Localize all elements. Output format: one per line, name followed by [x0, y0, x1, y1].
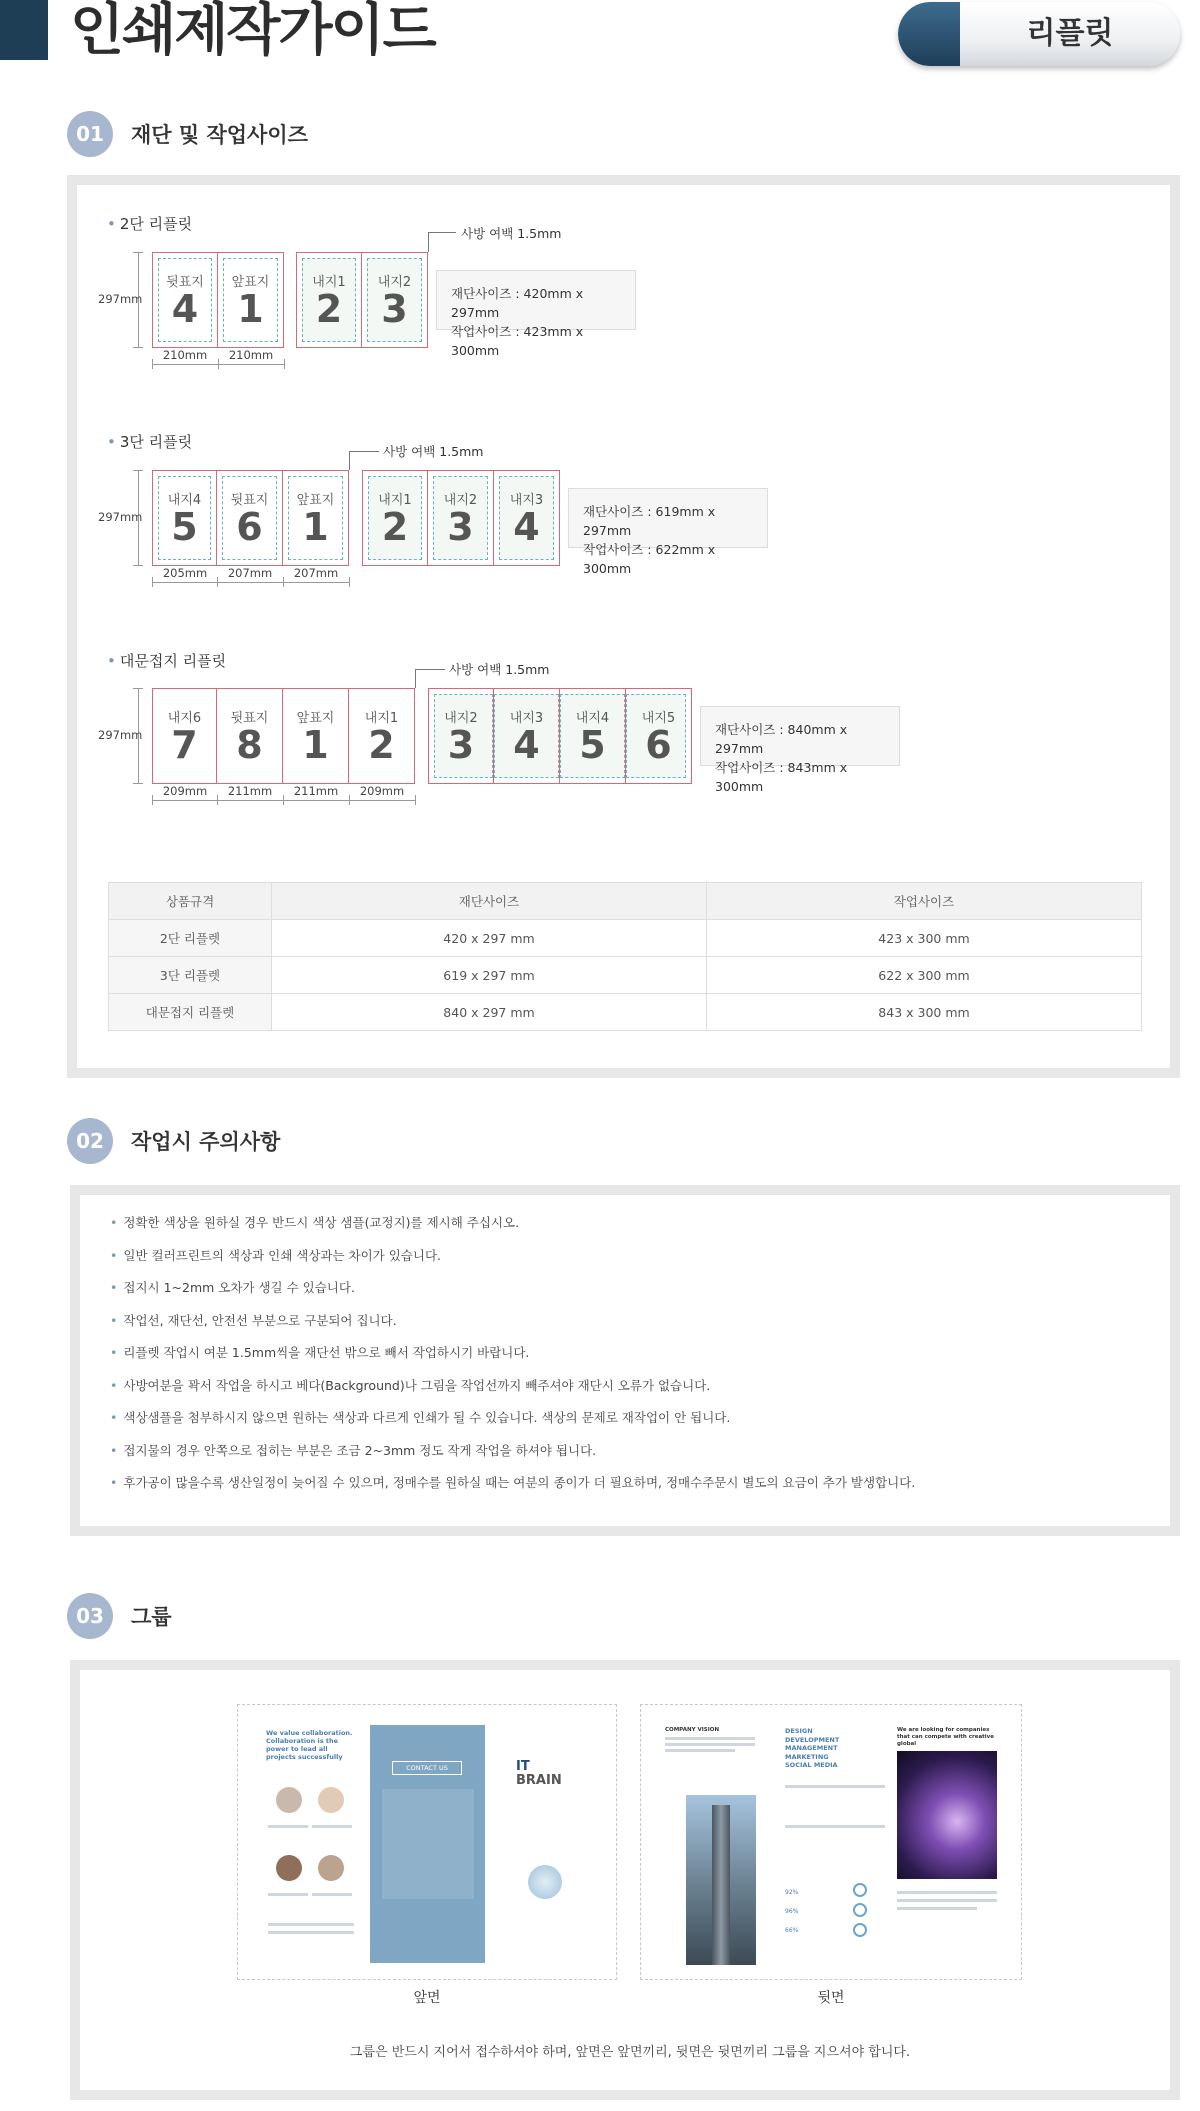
text-placeholder [785, 1785, 885, 1788]
section-header-02 [67, 1117, 280, 1165]
leaflet-panel: 내지6 7 [152, 688, 217, 784]
dimension-tick [133, 565, 143, 566]
back-left-title: COMPANY VISION [665, 1727, 720, 1733]
dimension-tick [133, 470, 143, 471]
width-label: 210mm [228, 348, 274, 362]
bullet-icon: • [110, 1215, 118, 1230]
column-header: 작업사이즈 [707, 883, 1142, 920]
dimension-tick [284, 359, 285, 369]
text-placeholder [665, 1743, 755, 1746]
text-placeholder [897, 1907, 977, 1910]
dimension-tick [133, 252, 143, 253]
width-label: 207mm [227, 566, 273, 580]
list-item: • 일반 컬러프린트의 색상과 인쇄 색상과는 차이가 있습니다. [110, 1247, 441, 1263]
table-cell: 619 x 297 mm [272, 957, 707, 994]
text-placeholder [897, 1899, 997, 1902]
bullet-icon: • [110, 1312, 118, 1328]
size-info-box [700, 706, 900, 794]
table-cell: 2단 리플렛 [109, 920, 272, 957]
table-cell: 대문접지 리플렛 [109, 994, 272, 1031]
leaflet-panel: 내지1 2 [349, 688, 415, 784]
margin-label: 사방 여백 1.5mm [449, 662, 550, 677]
product-tab-label: 리플릿 [1026, 16, 1114, 51]
leaflet-panel: 내지3 4 [494, 470, 560, 566]
width-label: 210mm [162, 348, 208, 362]
dimension-tick [152, 577, 153, 587]
leaflet-panel: 내지2 3 [428, 688, 494, 784]
diagram-title: • 3단 리플릿 [107, 433, 193, 451]
table-header-row [109, 883, 1142, 920]
leader-line [415, 669, 416, 688]
section-header-01 [67, 110, 308, 158]
dimension-tick [152, 359, 153, 369]
width-dimension-line [152, 582, 349, 583]
table-cell: 423 x 300 mm [707, 920, 1142, 957]
text-placeholder [268, 1893, 308, 1896]
text-placeholder [268, 1931, 354, 1934]
bullet-icon: • [110, 1377, 118, 1393]
leaflet-panel: 뒷표지 8 [217, 688, 283, 784]
back-caption: 뒷면 [817, 1990, 845, 2006]
front-headline: We value collaboration. Collaboration is the power to lead all projects successfully [266, 1729, 353, 1761]
logo-brain: BRAIN [516, 1773, 562, 1788]
list-item: • 접지시 1~2mm 오차가 생길 수 있습니다. [110, 1280, 355, 1295]
avatar [276, 1855, 302, 1881]
leaflet-panel: 앞표지 1 [218, 252, 284, 348]
text-placeholder [785, 1825, 885, 1828]
dimension-tick [283, 795, 284, 805]
column-header: 재단사이즈 [272, 883, 707, 920]
work-size: 작업사이즈 : 423mm x 300mm [451, 324, 584, 358]
dimension-tick [283, 577, 284, 587]
percent-ring [853, 1923, 867, 1937]
back-right-title: We are looking for companies that can compete with creative global [897, 1727, 994, 1747]
list-item: • 접지물의 경우 안쪽으로 접히는 부분은 조금 2~3mm 정도 작게 작업을 하셔야 됩니다. [110, 1442, 597, 1458]
cut-size: 재단사이즈 : 420mm x 297mm [451, 286, 584, 320]
table-cell: 3단 리플렛 [109, 957, 272, 994]
dimension-tick [218, 359, 219, 369]
dimension-tick [133, 347, 143, 348]
size-info-box [568, 488, 768, 576]
table-cell: 622 x 300 mm [707, 957, 1142, 994]
width-label: 211mm [293, 784, 339, 798]
size-info-box [436, 270, 636, 358]
list-item: • 후가공이 많을수록 생산일정이 늦어질 수 있으며, 정매수를 원하실 때는 여분의 종이가 더 필요하며, 정매수주문시 별도의 요금이 추가 발생합니다. [110, 1475, 916, 1490]
diagram-title: • 2단 리플릿 [107, 215, 193, 233]
width-label: 211mm [227, 784, 273, 798]
bullet-icon: • [107, 433, 116, 451]
leaflet-panel: 내지1 2 [362, 470, 428, 566]
text-placeholder [665, 1749, 735, 1752]
leaflet-panel: 뒷표지 6 [217, 470, 283, 566]
width-label: 209mm [359, 784, 405, 798]
bullet-icon: • [110, 1410, 118, 1425]
leader-line [415, 669, 445, 670]
section-title: 그룹 [131, 1605, 172, 1629]
front-caption: 앞면 [413, 1990, 441, 2006]
column-header: 상품규격 [109, 883, 272, 920]
contact-panel [370, 1725, 485, 1963]
leaflet-panel: 내지4 5 [152, 470, 217, 566]
leader-line [349, 451, 379, 452]
notes-list [110, 1213, 1130, 1506]
table-row [109, 957, 1142, 994]
contact-label: CONTACT US [392, 1761, 462, 1775]
table-row [109, 994, 1142, 1031]
galaxy-photo [897, 1751, 997, 1879]
table-cell: 840 x 297 mm [272, 994, 707, 1031]
bullet-icon: • [110, 1280, 118, 1295]
margin-label: 사방 여백 1.5mm [383, 444, 484, 459]
list-item: • 정확한 색상을 원하실 경우 반드시 색상 샘플(교정지)를 제시해 주십시오. [110, 1215, 520, 1230]
dimension-tick [152, 795, 153, 805]
cut-size: 재단사이즈 : 840mm x 297mm [715, 722, 848, 756]
work-size: 작업사이즈 : 843mm x 300mm [715, 760, 848, 794]
leaflet-panel: 앞표지 1 [283, 470, 349, 566]
bullet-icon: • [110, 1442, 118, 1458]
dimension-tick [133, 783, 143, 784]
avatar [318, 1855, 344, 1881]
bullet-icon: • [110, 1345, 118, 1360]
list-item: • 색상샘플을 첨부하시지 않으면 원하는 색상과 다르게 인쇄가 될 수 있습니다. 색상의 문제로 재작업이 안 됩니다. [110, 1410, 731, 1425]
leader-line [428, 232, 456, 233]
list-item: • 리플렛 작업시 여분 1.5mm씩을 재단선 밖으로 빼서 작업하시기 바랍니다. [110, 1345, 530, 1360]
dimension-tick [133, 688, 143, 689]
table-row [109, 920, 1142, 957]
leaflet-panel: 앞표지 1 [283, 688, 349, 784]
table-cell: 843 x 300 mm [707, 994, 1142, 1031]
quote-block [382, 1789, 474, 1899]
product-tab-accent [898, 2, 960, 66]
dimension-tick [349, 795, 350, 805]
leaflet-panel: 내지5 6 [626, 688, 692, 784]
section-title: 재단 및 작업사이즈 [131, 123, 308, 147]
spec-table [108, 882, 1142, 1031]
dimension-tick [349, 577, 350, 587]
percent-list: 92% 96% 66% [785, 1889, 799, 1934]
group-note: 그룹은 반드시 지어서 접수하셔야 하며, 앞면은 앞면끼리, 뒷면은 뒷면끼리 그룹을 지으셔야 합니다. [349, 2045, 911, 2060]
work-size: 작업사이즈 : 622mm x 300mm [583, 542, 716, 576]
percent-ring [853, 1883, 867, 1897]
leader-line [349, 451, 350, 470]
cut-size: 재단사이즈 : 619mm x 297mm [583, 504, 716, 538]
text-placeholder [897, 1891, 997, 1894]
leaflet-panel: 내지2 3 [362, 252, 428, 348]
bullet-icon: • [110, 1475, 118, 1490]
leaflet-panel: 내지2 3 [428, 470, 494, 566]
dimension-tick [415, 795, 416, 805]
height-label: 297mm [98, 728, 143, 742]
section-title: 작업시 주의사항 [131, 1130, 281, 1154]
product-tab[interactable] [898, 2, 1180, 66]
list-item: • 작업선, 재단선, 안전선 부분으로 구분되어 집니다. [110, 1312, 397, 1328]
text-placeholder [312, 1825, 352, 1828]
text-placeholder [268, 1923, 354, 1926]
margin-label: 사방 여백 1.5mm [461, 226, 562, 241]
bullet-icon: • [107, 215, 116, 233]
leader-line [428, 232, 429, 252]
building-photo [686, 1795, 756, 1965]
text-placeholder [268, 1825, 308, 1828]
width-label: 209mm [162, 784, 208, 798]
leaflet-panel: 내지3 4 [494, 688, 560, 784]
leaflet-panel: 뒷표지 4 [152, 252, 218, 348]
width-label: 205mm [162, 566, 208, 580]
front-side-thumbnail [237, 1704, 617, 1980]
avatar [318, 1787, 344, 1813]
bullet-icon: • [110, 1247, 118, 1263]
bullet-icon: • [107, 652, 116, 670]
section-number: 03 [67, 1593, 113, 1639]
height-label: 297mm [98, 510, 143, 524]
dimension-tick [217, 795, 218, 805]
page-title: 인쇄제작가이드 [70, 0, 435, 63]
text-placeholder [312, 1893, 352, 1896]
height-label: 297mm [98, 292, 143, 306]
logo-it: IT [516, 1759, 530, 1774]
header-accent-block [0, 0, 48, 60]
list-item: • 사방여분을 꽉서 작업을 하시고 베다(Background)나 그림을 작업선까지 빼주셔야 재단시 오류가 없습니다. [110, 1377, 711, 1393]
section-number: 01 [67, 111, 113, 157]
width-label: 207mm [293, 566, 339, 580]
table-cell: 420 x 297 mm [272, 920, 707, 957]
globe-graphic [528, 1865, 562, 1899]
dimension-tick [217, 577, 218, 587]
avatar [276, 1787, 302, 1813]
section-number: 02 [67, 1118, 113, 1164]
leaflet-panel: 내지1 2 [296, 252, 362, 348]
diagram-title: • 대문접지 리플릿 [107, 652, 227, 670]
service-list: DESIGN DEVELOPMENT MANAGEMENT MARKETING SOCIAL MEDIA [785, 1727, 840, 1769]
leaflet-panel: 내지4 5 [560, 688, 626, 784]
section-header-03 [67, 1592, 172, 1640]
percent-ring [853, 1903, 867, 1917]
text-placeholder [665, 1737, 755, 1740]
back-side-thumbnail [640, 1704, 1022, 1980]
